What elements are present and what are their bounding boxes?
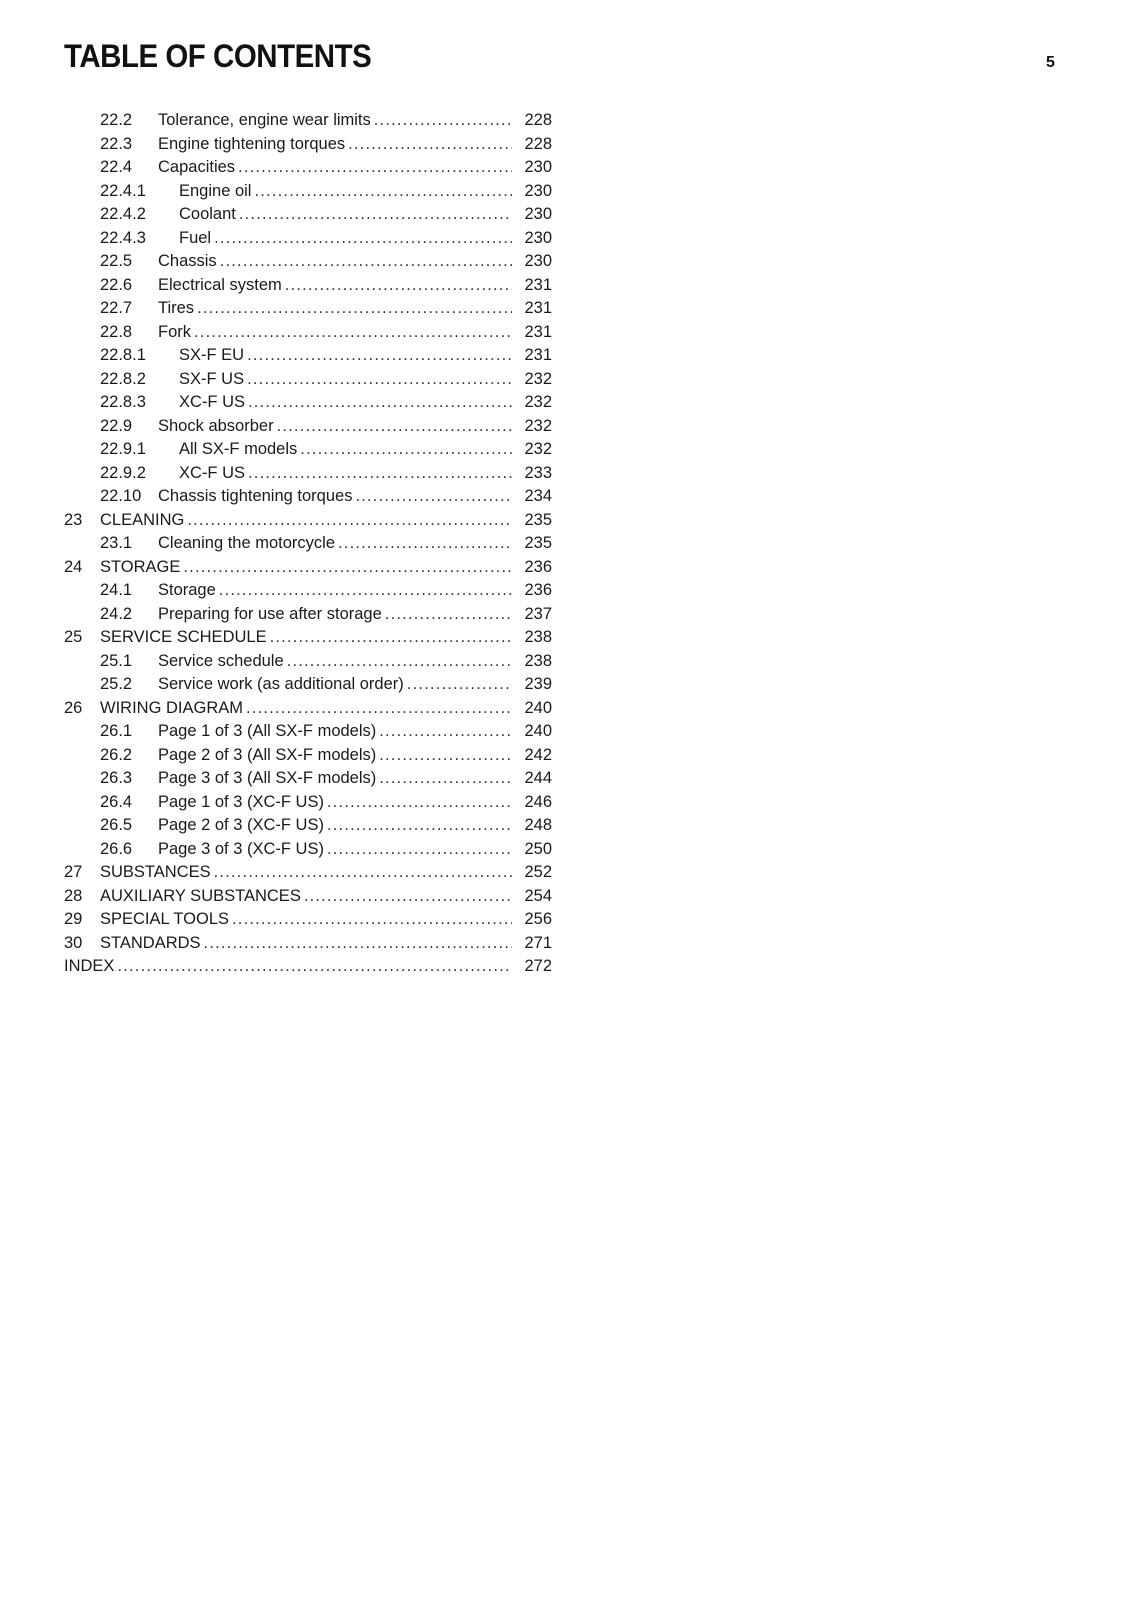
toc-entry[interactable] — [64, 932, 552, 956]
toc-entry-title: Chassis tightening torques — [158, 485, 355, 509]
toc-entry-text — [100, 626, 512, 650]
toc-entry-number: 23.1 — [100, 534, 133, 552]
toc-entry-text — [158, 650, 512, 674]
toc-entry-text — [158, 814, 512, 838]
toc-entry-page: 236 — [524, 581, 552, 599]
toc-entry-text — [100, 861, 512, 885]
dot-leader — [214, 227, 512, 251]
toc-entry-title: Page 1 of 3 (All SX-F models) — [158, 720, 379, 744]
toc-entry-text — [100, 908, 512, 932]
toc-entry[interactable] — [64, 626, 552, 650]
toc-entry-text — [179, 368, 512, 392]
toc-entry-title: Page 1 of 3 (XC-F US) — [158, 791, 327, 815]
toc-entry-title: Capacities — [158, 156, 238, 180]
toc-entry-number: 25 — [64, 628, 83, 646]
toc-entry-text — [158, 485, 512, 509]
page-title: TABLE OF CONTENTS — [64, 38, 372, 74]
toc-entry-page: 228 — [524, 111, 552, 129]
toc-entry-page: 271 — [524, 933, 552, 952]
toc-entry[interactable] — [64, 556, 552, 580]
toc-entry-page: 232 — [524, 416, 552, 435]
toc-entry-text — [158, 250, 512, 274]
toc-entry-text — [158, 156, 512, 180]
toc-entry-number: 26.6 — [100, 839, 133, 858]
toc-entry-number: 22.8.3 — [100, 393, 146, 411]
toc-entry-title: SUBSTANCES — [100, 861, 214, 885]
toc-entry-text — [179, 180, 512, 204]
toc-entry-page: 228 — [524, 134, 552, 153]
toc-entry[interactable] — [64, 838, 552, 862]
toc-entry-text — [158, 133, 512, 157]
toc-entry-number: 22.4.2 — [100, 205, 146, 223]
toc-entry-text — [100, 932, 512, 956]
dot-leader — [327, 791, 512, 815]
toc-entry[interactable] — [64, 203, 552, 227]
toc-entry-page: 232 — [524, 369, 552, 388]
toc-entry-title: SX-F US — [179, 368, 247, 392]
dot-leader — [407, 673, 512, 697]
toc-entry-page: 235 — [524, 510, 552, 529]
toc-entry-text — [158, 109, 512, 133]
toc-entry-number: 26.2 — [100, 745, 133, 764]
toc-entry-page: 235 — [524, 534, 552, 552]
toc-entry-text — [179, 227, 512, 251]
toc-entry-text — [158, 720, 512, 744]
dot-leader — [385, 603, 512, 627]
toc-entry-page: 254 — [524, 886, 552, 905]
toc-entry-page: 231 — [524, 275, 552, 294]
dot-leader — [379, 767, 512, 791]
toc-entry[interactable] — [64, 485, 552, 509]
toc-entry-page: 231 — [524, 322, 552, 341]
toc-entry-number: 26.5 — [100, 816, 133, 834]
toc-entry-text — [158, 321, 512, 345]
dot-leader — [355, 485, 512, 509]
toc-entry[interactable] — [64, 955, 552, 979]
toc-entry-page: 238 — [524, 628, 552, 646]
toc-entry-title: AUXILIARY SUBSTANCES — [100, 885, 304, 909]
toc-entry-text — [158, 603, 512, 627]
toc-entry-page: 246 — [524, 792, 552, 811]
toc-entry[interactable] — [64, 297, 552, 321]
toc-entry-page: 240 — [524, 698, 552, 717]
toc-entry[interactable] — [64, 532, 552, 556]
toc-entry[interactable] — [64, 368, 552, 392]
dot-leader — [232, 908, 512, 932]
toc-entry-number: 25.2 — [100, 675, 133, 693]
toc-entry-number: 24 — [64, 557, 83, 576]
toc-entry[interactable] — [64, 109, 552, 133]
toc-entry[interactable] — [64, 697, 552, 721]
toc-entry-number: 28 — [64, 886, 83, 905]
toc-entry[interactable] — [64, 579, 552, 603]
toc-entry-page: 234 — [524, 487, 552, 505]
toc-entry-title: INDEX — [64, 955, 117, 979]
toc-entry-number: 30 — [64, 933, 83, 952]
toc-entry[interactable] — [64, 744, 552, 768]
toc-entry-number: 22.2 — [100, 111, 133, 129]
toc-entry-text — [179, 391, 512, 415]
toc-entry-title: XC-F US — [179, 462, 248, 486]
toc-entry-number: 22.6 — [100, 275, 133, 294]
toc-entry-text — [158, 579, 512, 603]
toc-entry-text — [158, 532, 512, 556]
toc-entry[interactable] — [64, 720, 552, 744]
toc-entry-page: 238 — [524, 651, 552, 670]
toc-entry[interactable] — [64, 415, 552, 439]
toc-entry-page: 230 — [524, 252, 552, 270]
toc-entry[interactable] — [64, 603, 552, 627]
dot-leader — [194, 321, 512, 345]
toc-entry-number: 22.8 — [100, 322, 133, 341]
toc-entry-title: Electrical system — [158, 274, 285, 298]
toc-entry[interactable] — [64, 391, 552, 415]
dot-leader — [348, 133, 512, 157]
toc-entry-title: Tires — [158, 297, 197, 321]
toc-entry-text — [158, 297, 512, 321]
dot-leader — [287, 650, 512, 674]
toc-entry-number: 22.4.3 — [100, 228, 146, 247]
dot-leader — [204, 932, 512, 956]
toc-entry[interactable] — [64, 321, 552, 345]
toc-entry-page: 244 — [524, 769, 552, 787]
toc-entry-text — [158, 791, 512, 815]
toc-entry-number: 22.9 — [100, 416, 133, 435]
dot-leader — [379, 720, 512, 744]
toc-entry-title: Page 2 of 3 (XC-F US) — [158, 814, 327, 838]
toc-entry-text — [158, 673, 512, 697]
toc-entry-text — [64, 955, 512, 979]
toc-entry-title: Engine tightening torques — [158, 133, 348, 157]
toc-entry-page: 240 — [524, 722, 552, 740]
dot-leader — [187, 509, 512, 533]
toc-entry-title: Tolerance, engine wear limits — [158, 109, 374, 133]
toc-entry-title: Fork — [158, 321, 194, 345]
dot-leader — [247, 344, 512, 368]
toc-entry-page: 272 — [524, 957, 552, 975]
dot-leader — [285, 274, 512, 298]
toc-entry-title: STANDARDS — [100, 932, 204, 956]
toc-entry-page: 236 — [524, 557, 552, 576]
toc-entry-title: Page 3 of 3 (XC-F US) — [158, 838, 327, 862]
toc-entry[interactable] — [64, 250, 552, 274]
dot-leader — [304, 885, 512, 909]
dot-leader — [248, 391, 512, 415]
toc-entry-number: 26.1 — [100, 722, 133, 740]
toc-entry-number: 24.1 — [100, 581, 133, 599]
toc-entry-number: 22.8.1 — [100, 346, 146, 364]
toc-entry[interactable] — [64, 767, 552, 791]
toc-entry-number: 26.4 — [100, 792, 133, 811]
toc-entry[interactable] — [64, 650, 552, 674]
toc-entry-number: 27 — [64, 863, 83, 881]
toc-entry-number: 22.4 — [100, 158, 133, 176]
toc-entry-text — [179, 344, 512, 368]
toc-entry-title: XC-F US — [179, 391, 248, 415]
toc-entry[interactable] — [64, 861, 552, 885]
dot-leader — [327, 814, 512, 838]
toc-entry-title: Service schedule — [158, 650, 287, 674]
toc-entry-page: 233 — [524, 463, 552, 482]
toc-entry[interactable] — [64, 227, 552, 251]
toc-entry-page: 239 — [524, 675, 552, 693]
toc-entry-number: 26.3 — [100, 769, 133, 787]
toc-entry-page: 230 — [524, 181, 552, 200]
toc-entry-number: 22.9.2 — [100, 463, 146, 482]
toc-entry-page: 256 — [524, 910, 552, 928]
toc-entry-title: Fuel — [179, 227, 214, 251]
toc-entry-title: STORAGE — [100, 556, 183, 580]
toc-entry[interactable] — [64, 673, 552, 697]
toc-entry-title: SPECIAL TOOLS — [100, 908, 232, 932]
toc-entry-number: 22.3 — [100, 134, 133, 153]
toc-entry[interactable] — [64, 462, 552, 486]
toc-entry-number: 23 — [64, 510, 83, 529]
toc-entry-text — [100, 697, 512, 721]
toc-entry-number: 24.2 — [100, 604, 133, 623]
toc-entry-title: Page 2 of 3 (All SX-F models) — [158, 744, 379, 768]
toc-entry-page: 242 — [524, 745, 552, 764]
dot-leader — [247, 368, 512, 392]
dot-leader — [183, 556, 512, 580]
toc-entry-page: 237 — [524, 604, 552, 623]
toc-entry-title: Coolant — [179, 203, 239, 227]
toc-entry-number: 26 — [64, 698, 83, 717]
toc-entry[interactable] — [64, 180, 552, 204]
dot-leader — [238, 156, 512, 180]
toc-entry[interactable] — [64, 274, 552, 298]
toc-entry-page: 231 — [524, 346, 552, 364]
dot-leader — [374, 109, 512, 133]
toc-entry-title: Preparing for use after storage — [158, 603, 385, 627]
toc-entry-text — [179, 203, 512, 227]
toc-entry-page: 231 — [524, 299, 552, 317]
toc-entry-title: Engine oil — [179, 180, 254, 204]
dot-leader — [246, 697, 512, 721]
dot-leader — [220, 250, 512, 274]
dot-leader — [239, 203, 512, 227]
toc-entry[interactable] — [64, 133, 552, 157]
toc-entry-text — [100, 556, 512, 580]
toc-entry-number: 29 — [64, 910, 83, 928]
toc-entry-title: Cleaning the motorcycle — [158, 532, 338, 556]
toc-entry-number: 22.4.1 — [100, 181, 146, 200]
toc-entry-text — [100, 885, 512, 909]
toc-entry-text — [158, 767, 512, 791]
toc-entry[interactable] — [64, 438, 552, 462]
toc-entry-number: 22.5 — [100, 252, 133, 270]
toc-entry-title: Storage — [158, 579, 219, 603]
toc-entry[interactable] — [64, 908, 552, 932]
toc-entry-text — [158, 744, 512, 768]
toc-entry-page: 230 — [524, 205, 552, 223]
dot-leader — [277, 415, 512, 439]
toc-entry[interactable] — [64, 885, 552, 909]
toc-entry[interactable] — [64, 814, 552, 838]
toc-entry-title: CLEANING — [100, 509, 187, 533]
toc-entry[interactable] — [64, 509, 552, 533]
toc-entry-title: SERVICE SCHEDULE — [100, 626, 270, 650]
toc-entry-page: 250 — [524, 839, 552, 858]
toc-entry-text — [158, 415, 512, 439]
dot-leader — [338, 532, 512, 556]
toc-entry-text — [158, 838, 512, 862]
dot-leader — [254, 180, 512, 204]
toc-entry-page: 232 — [524, 393, 552, 411]
toc-entry-title: SX-F EU — [179, 344, 247, 368]
dot-leader — [197, 297, 512, 321]
toc-entry-title: Chassis — [158, 250, 220, 274]
toc-entry-title: All SX-F models — [179, 438, 300, 462]
toc-entry[interactable] — [64, 156, 552, 180]
toc-entry-text — [179, 438, 512, 462]
toc-entry-page: 232 — [524, 440, 552, 458]
toc-entry-number: 22.8.2 — [100, 369, 146, 388]
toc-entry-number: 25.1 — [100, 651, 133, 670]
toc-entry-number: 22.7 — [100, 299, 133, 317]
dot-leader — [219, 579, 512, 603]
toc-entry-page: 248 — [524, 816, 552, 834]
dot-leader — [248, 462, 512, 486]
toc-entry-title: Page 3 of 3 (All SX-F models) — [158, 767, 379, 791]
table-of-contents — [64, 109, 552, 979]
toc-entry-text — [100, 509, 512, 533]
toc-entry-title: WIRING DIAGRAM — [100, 697, 246, 721]
page-number: 5 — [1046, 54, 1055, 71]
dot-leader — [327, 838, 512, 862]
toc-entry-title: Shock absorber — [158, 415, 277, 439]
toc-entry-page: 252 — [524, 863, 552, 881]
toc-entry-page: 230 — [524, 228, 552, 247]
toc-entry-title: Service work (as additional order) — [158, 673, 407, 697]
dot-leader — [379, 744, 512, 768]
toc-entry[interactable] — [64, 344, 552, 368]
toc-entry-number: 22.9.1 — [100, 440, 146, 458]
toc-entry-text — [179, 462, 512, 486]
toc-entry-text — [158, 274, 512, 298]
toc-entry-number: 22.10 — [100, 487, 142, 505]
dot-leader — [270, 626, 512, 650]
dot-leader — [117, 955, 512, 979]
toc-entry-page: 230 — [524, 158, 552, 176]
toc-entry[interactable] — [64, 791, 552, 815]
dot-leader — [214, 861, 512, 885]
dot-leader — [300, 438, 512, 462]
